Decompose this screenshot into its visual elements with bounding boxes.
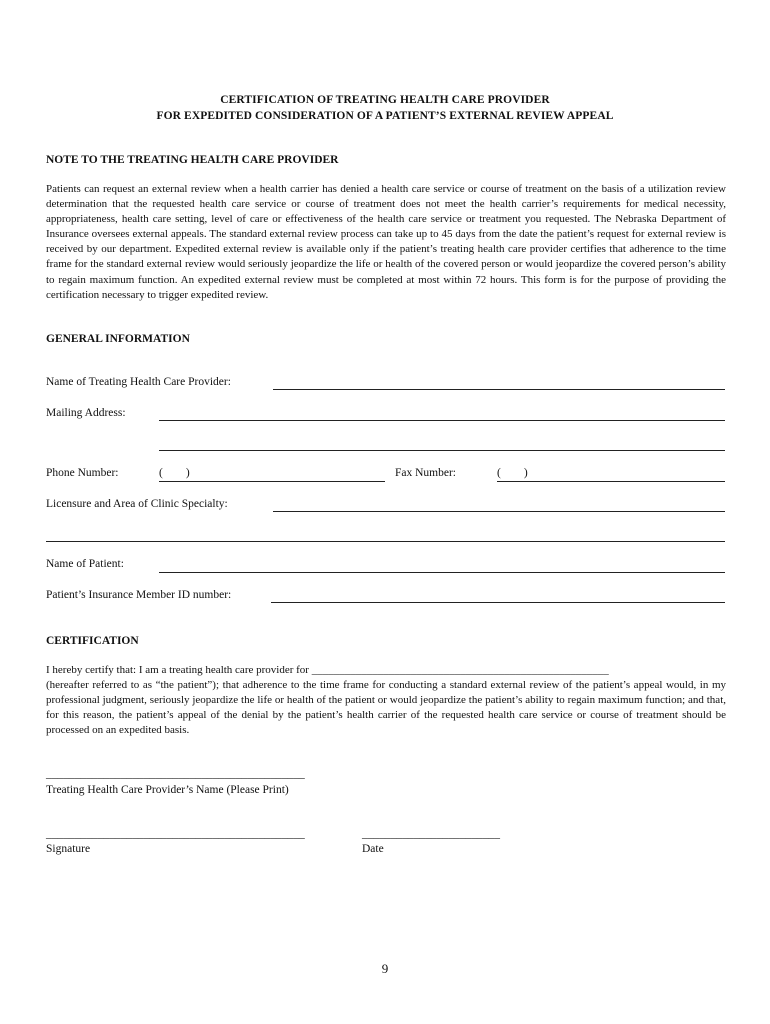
certification-line-1: I hereby certify that: I am a treating health care provider for ______________________________________________________: [46, 664, 609, 676]
provider-print-name-label: Treating Health Care Provider’s Name (Please Print): [46, 784, 289, 796]
signature-label: Signature: [46, 843, 91, 855]
fax-area-code: ( ): [497, 467, 528, 479]
member-id-field[interactable]: [271, 602, 725, 603]
date-label: Date: [362, 843, 384, 855]
licensure-field[interactable]: [273, 511, 725, 512]
certification-body: (hereafter referred to as “the patient”); that adherence to the time frame for conducting a standard external review of the patient’s appeal would, in my professional judgment, seriously jeopardize the life or health of the patient or would jeopardize the patient’s ability to regain maximum function; and that, for this reason, the patient’s appeal of the denial by the patient’s health carrier of the requested health care service or course of treatment should be processed on an expedited basis.: [46, 679, 726, 737]
licensure-field-continued[interactable]: [46, 541, 725, 542]
licensure-label: Licensure and Area of Clinic Specialty:: [46, 498, 228, 510]
provider-print-name-field[interactable]: _____________________________________________: [46, 768, 305, 780]
member-id-label: Patient’s Insurance Member ID number:: [46, 589, 232, 601]
patient-name-label: Name of Patient:: [46, 558, 124, 570]
mailing-address-field-1[interactable]: [159, 420, 725, 421]
mailing-address-field-2[interactable]: [159, 450, 725, 451]
date-field[interactable]: ________________________: [362, 828, 500, 840]
form-title-line-2: FOR EXPEDITED CONSIDERATION OF A PATIENT’S EXTERNAL REVIEW APPEAL: [156, 110, 614, 122]
page-number: 9: [381, 961, 389, 976]
note-heading: NOTE TO THE TREATING HEALTH CARE PROVIDER: [46, 154, 339, 166]
mailing-address-label: Mailing Address:: [46, 407, 126, 419]
note-body: Patients can request an external review when a health carrier has denied a health care service or course of treatment on the basis of a utilization review determination that the requested health care service or course of treatment does not meet the health carrier’s requirements for medical necessity, appropriateness, health care setting, level of care or effectiveness of the health care service or treatment you requested. The Nebraska Department of Insurance oversees external appeals. The standard external review process can take up to 45 days from the date the patient’s request for external review is received by our department. Expedited external review is available only if the patient’s treating health care provider certifies that adherence to the time frame for the standard external review would seriously jeopardize the life or health of the covered person or would jeopardize the covered person’s ability to regain maximum function. An expedited external review must be completed at most within 72 hours. This form is for the purpose of providing the certification necessary to trigger expedited review.: [46, 183, 726, 301]
fax-number-field[interactable]: [497, 481, 725, 482]
phone-number-label: Phone Number:: [46, 467, 119, 479]
fax-number-label: Fax Number:: [395, 467, 457, 479]
form-title-line-1: CERTIFICATION OF TREATING HEALTH CARE PROVIDER: [220, 94, 550, 106]
provider-name-field[interactable]: [273, 389, 725, 390]
certification-heading: CERTIFICATION: [46, 635, 139, 647]
provider-name-label: Name of Treating Health Care Provider:: [46, 376, 231, 388]
general-info-heading: GENERAL INFORMATION: [46, 333, 190, 345]
patient-name-field[interactable]: [159, 572, 725, 573]
phone-area-code: ( ): [159, 467, 190, 479]
phone-number-field[interactable]: [159, 481, 385, 482]
signature-field[interactable]: _____________________________________________: [46, 828, 305, 840]
